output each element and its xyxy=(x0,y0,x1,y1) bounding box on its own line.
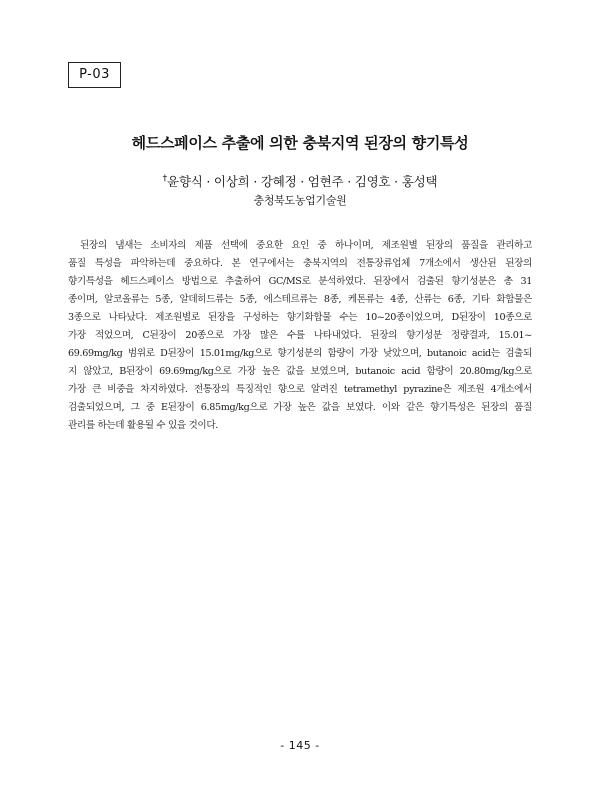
abstract-line: 지 않았고, B된장이 69.69mg/kg으로 가장 높은 값을 보였으며, butanoic acid 함량이 20.80mg/kg으로 xyxy=(68,366,532,377)
abstract-line: 검출되었으며, 그 중 E된장이 6.85mg/kg으로 가장 높은 값을 보였다. 이와 같은 향기특성은 된장의 품질 xyxy=(68,402,532,413)
abstract-body xyxy=(68,237,532,435)
abstract-line: 3종으로 나타났다. 제조원별로 된장을 구성하는 향기화합물 수는 10~20종이었으며, D된장이 10종으로 xyxy=(68,312,532,323)
abstract-line: 가장 적었으며, C된장이 20종으로 가장 많은 수를 나타내었다. 된장의 향기성분 정량결과, 15.01~ xyxy=(68,330,532,341)
paper-title: 헤드스페이스 추출에 의한 충북지역 된장의 향기특성 xyxy=(131,134,469,152)
abstract-line: 향기특성을 헤드스페이스 방법으로 추출하여 GC/MS로 분석하였다. 된장에서 검출된 향기성분은 총 31 xyxy=(68,276,532,287)
author-list xyxy=(0,174,600,190)
abstract-line: 된장의 냄새는 소비자의 제품 선택에 중요한 요인 중 하나이며, 제조원별 된장의 품질을 관리하고 xyxy=(80,240,532,251)
abstract-line: 가장 큰 비중을 차지하였다. 전통장의 특징적인 향으로 알려진 tetramethyl pyrazine은 제조원 4개소에서 xyxy=(68,384,532,395)
session-code-box xyxy=(68,62,121,88)
abstract-line: 관리를 하는데 활용될 수 있을 것이다. xyxy=(68,420,218,431)
page-number: - 145 - xyxy=(280,739,320,752)
corresponding-author-mark: † xyxy=(162,174,167,184)
abstract-line: 69.69mg/kg 범위로 D된장이 15.01mg/kg으로 향기성분의 함량이 가장 낮았으며, butanoic acid는 검출되 xyxy=(68,348,532,359)
affiliation: 충청북도농업기술원 xyxy=(253,194,347,207)
abstract-line: 종이며, 알코올류는 5종, 알데히드류는 5종, 에스테르류는 8종, 케톤류는 4종, 산류는 6종, 기타 화합물은 xyxy=(68,294,532,305)
authors-text: 윤향식 · 이상희 · 강혜정 · 엄현주 · 김영호 · 홍성택 xyxy=(166,174,438,189)
session-code: P-03 xyxy=(79,67,110,82)
abstract-line: 품질 특성을 파악하는데 중요하다. 본 연구에서는 충북지역의 전통장류업체 7개소에서 생산된 된장의 xyxy=(68,258,532,269)
